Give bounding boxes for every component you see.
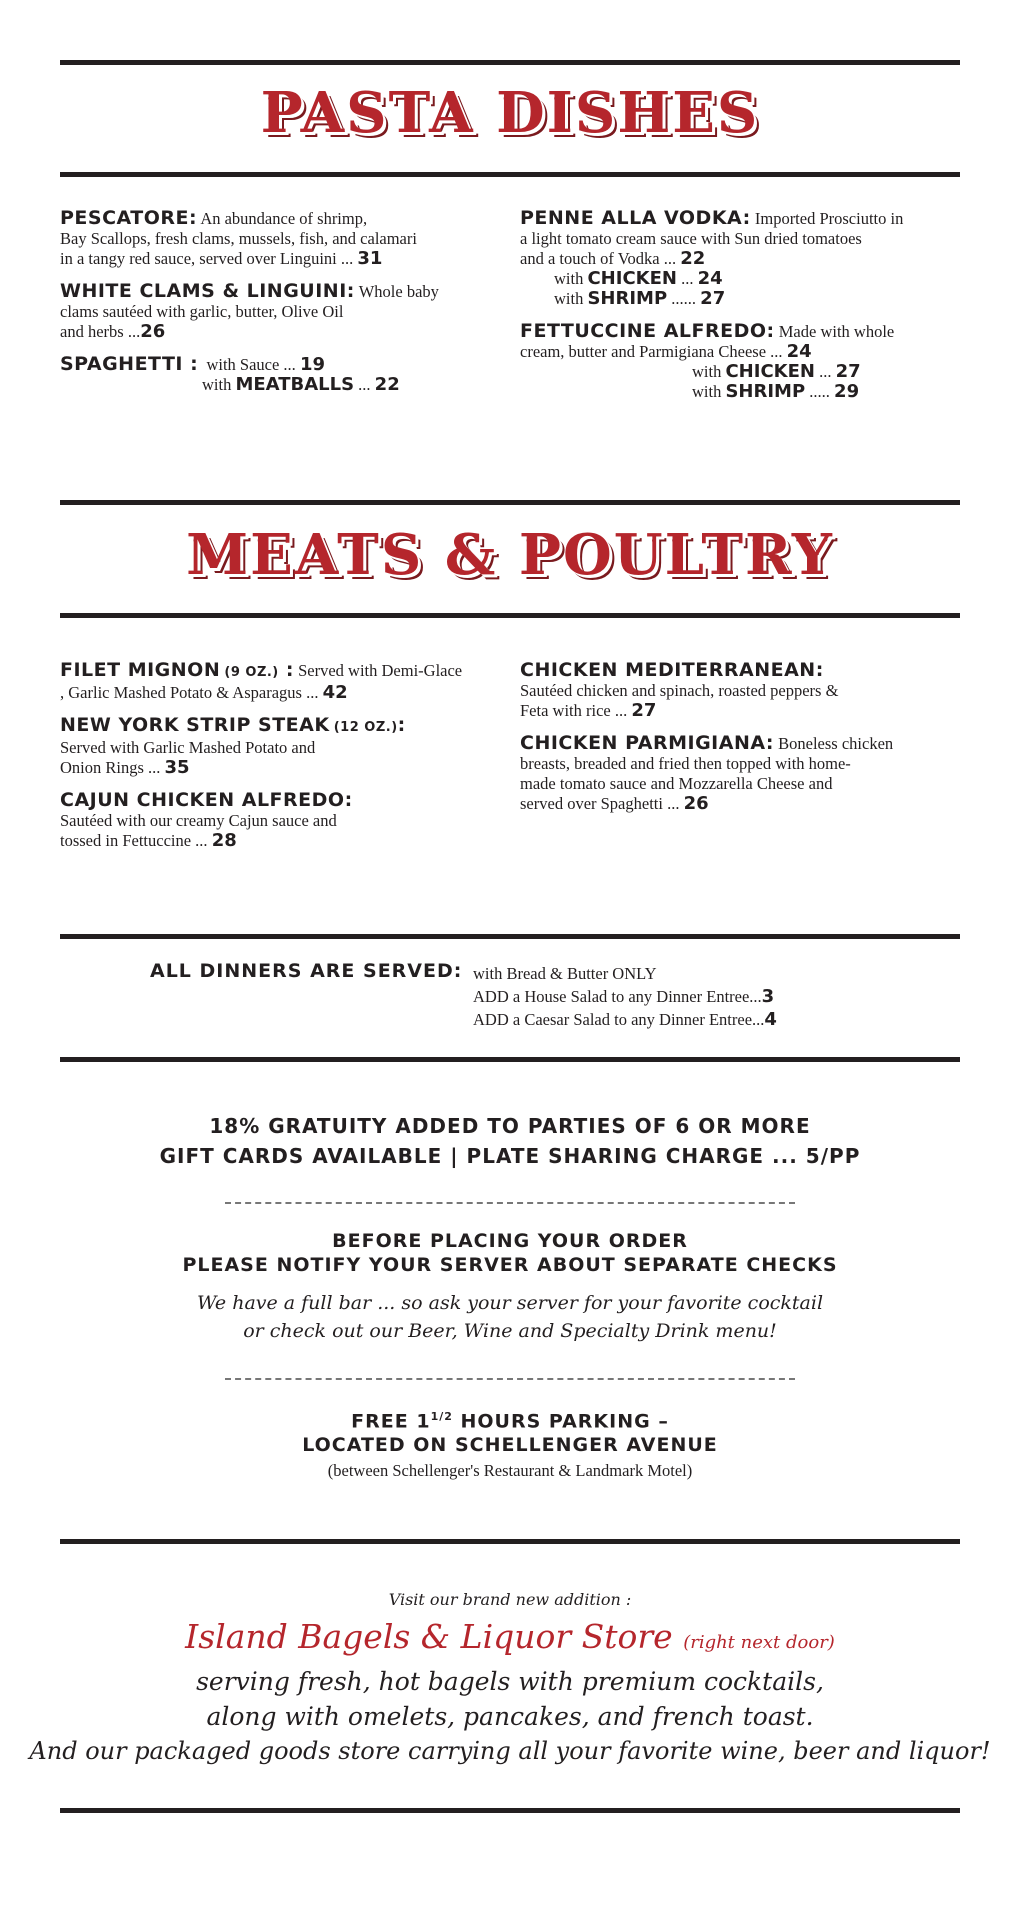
menu-item-pescatore: PESCATORE: An abundance of shrimp, Bay Scallops, fresh clams, mussels, fish, and calamari in a tangy red sauce, served over Linguini ... 31 bbox=[60, 208, 500, 269]
pasta-title: PASTA DISHES bbox=[260, 80, 760, 146]
item-desc: Whole baby bbox=[358, 282, 439, 301]
item-name: FILET MIGNON bbox=[60, 659, 221, 681]
option-name: CHICKEN bbox=[725, 361, 815, 382]
gratuity-notice: 18% GRATUITY ADDED TO PARTIES OF 6 OR MORE bbox=[209, 1114, 811, 1138]
item-option: with SHRIMP ...... 27 bbox=[554, 288, 726, 309]
menu-item-white-clams: WHITE CLAMS & LINGUINI: Whole baby clams sautéed with garlic, butter, Olive Oil and herbs ...26 bbox=[60, 281, 500, 342]
item-desc: tossed in Fettuccine ... bbox=[60, 831, 208, 850]
promo-store-name: Island Bagels & Liquor Store (right next door) bbox=[185, 1617, 835, 1656]
top-rule bbox=[60, 60, 960, 65]
parking-notice: FREE $1^{1/2}$ HOURS PARKING – bbox=[351, 1410, 669, 1433]
item-desc: Made with whole bbox=[778, 322, 895, 341]
item-price: 42 bbox=[322, 682, 348, 703]
meats-left-column bbox=[60, 660, 510, 863]
option-name: SHRIMP bbox=[725, 381, 806, 402]
menu-item-chicken-mediterranean: CHICKEN MEDITERRANEAN: Sautéed chicken and spinach, roasted peppers & Feta with rice ... 27 bbox=[520, 660, 965, 721]
item-name: CHICKEN MEDITERRANEAN bbox=[520, 659, 816, 681]
item-desc: , Garlic Mashed Potato & Asparagus ... bbox=[60, 683, 319, 702]
item-name: WHITE CLAMS & LINGUINI bbox=[60, 280, 347, 302]
divider bbox=[225, 1378, 795, 1380]
item-desc: clams sautéed with garlic, butter, Olive Oil bbox=[60, 302, 344, 321]
item-desc: Onion Rings ... bbox=[60, 758, 161, 777]
option-price: 22 bbox=[374, 374, 400, 395]
item-option: with CHICKEN ... 27 bbox=[692, 361, 861, 382]
meats-title: MEATS & POULTRY bbox=[186, 522, 834, 588]
bar-note: or check out our Beer, Wine and Specialty Drink menu! bbox=[243, 1320, 777, 1342]
option-name: MEATBALLS bbox=[235, 374, 355, 395]
item-desc: served over Spaghetti ... bbox=[520, 794, 680, 813]
item-desc: Bay Scallops, fresh clams, mussels, fish, and calamari bbox=[60, 229, 417, 248]
separate-checks-notice: PLEASE NOTIFY YOUR SERVER ABOUT SEPARATE CHECKS bbox=[182, 1254, 838, 1276]
item-desc: Feta with rice ... bbox=[520, 701, 628, 720]
item-price: 24 bbox=[786, 341, 812, 362]
item-name: PENNE ALLA VODKA bbox=[520, 207, 743, 229]
item-desc: Sautéed chicken and spinach, roasted peppers & bbox=[520, 681, 839, 700]
dinners-line: with Bread & Butter ONLY bbox=[473, 964, 657, 983]
item-option: with CHICKEN ... 24 bbox=[554, 268, 723, 289]
item-price: 19 bbox=[299, 354, 325, 375]
option-name: CHICKEN bbox=[587, 268, 677, 289]
menu-item-fettuccine: FETTUCCINE ALFREDO: Made with whole cream, butter and Parmigiana Cheese ... 24 with CHICKEN ... 27 with SHRIMP ..... 29 bbox=[520, 321, 965, 402]
bar-note: We have a full bar ... so ask your server for your favorite cocktail bbox=[196, 1292, 824, 1314]
menu-item-cajun-chicken: CAJUN CHICKEN ALFREDO: Sautéed with our creamy Cajun sauce and tossed in Fettuccine ... 28 bbox=[60, 790, 510, 851]
item-desc: Sautéed with our creamy Cajun sauce and bbox=[60, 811, 337, 830]
dinners-top-rule bbox=[60, 934, 960, 939]
item-desc: and a touch of Vodka ... bbox=[520, 249, 677, 268]
dinners-price: 4 bbox=[764, 1009, 777, 1030]
gift-card-notice: GIFT CARDS AVAILABLE | PLATE SHARING CHARGE ... 5/PP bbox=[159, 1144, 861, 1168]
item-price: 27 bbox=[631, 700, 657, 721]
item-name: PESCATORE bbox=[60, 207, 189, 229]
dinners-line: ADD a Caesar Salad to any Dinner Entree... bbox=[473, 1010, 765, 1029]
item-desc: and herbs ... bbox=[60, 322, 141, 341]
divider bbox=[225, 1202, 795, 1204]
menu-item-spaghetti: SPAGHETTI : with Sauce ... 19 with MEATBALLS ... 22 bbox=[60, 354, 500, 395]
item-price: 26 bbox=[140, 321, 166, 342]
item-price: 22 bbox=[680, 248, 706, 269]
menu-item-chicken-parmigiana: CHICKEN PARMIGIANA: Boneless chicken breasts, breaded and fried then topped with home- made tomato sauce and Mozzarella Cheese and served over Spaghetti ... 26 bbox=[520, 733, 965, 814]
dinners-price: 3 bbox=[761, 986, 775, 1007]
item-price: 31 bbox=[357, 248, 383, 269]
option-name: SHRIMP bbox=[587, 288, 668, 309]
item-name: CAJUN CHICKEN ALFREDO bbox=[60, 789, 345, 811]
pasta-title-rule bbox=[60, 172, 960, 177]
dinners-details bbox=[473, 962, 777, 1031]
option-price: 27 bbox=[835, 361, 861, 382]
meats-right-column bbox=[520, 660, 965, 826]
pasta-left-column bbox=[60, 208, 500, 407]
item-desc: made tomato sauce and Mozzarella Cheese and bbox=[520, 774, 833, 793]
item-desc: a light tomato cream sauce with Sun dried tomatoes bbox=[520, 229, 862, 248]
item-desc: Served with Demi-Glace bbox=[298, 661, 463, 680]
separate-checks-heading: BEFORE PLACING YOUR ORDER bbox=[332, 1230, 688, 1252]
item-name: FETTUCCINE ALFREDO bbox=[520, 320, 767, 342]
item-option: with MEATBALLS ... 22 bbox=[202, 374, 400, 395]
parking-location: LOCATED ON SCHELLENGER AVENUE bbox=[302, 1434, 718, 1456]
option-price: 24 bbox=[697, 268, 723, 289]
item-name: CHICKEN PARMIGIANA bbox=[520, 732, 766, 754]
promo-line: along with omelets, pancakes, and french toast. bbox=[206, 1702, 814, 1731]
item-price: 35 bbox=[164, 757, 190, 778]
item-desc: breasts, breaded and fried then topped with home- bbox=[520, 754, 851, 773]
option-price: 27 bbox=[700, 288, 726, 309]
item-name: SPAGHETTI bbox=[60, 353, 183, 375]
dinners-label: ALL DINNERS ARE SERVED: bbox=[150, 960, 463, 982]
menu-item-penne: PENNE ALLA VODKA: Imported Prosciutto in a light tomato cream sauce with Sun dried tomatoes and a touch of Vodka ... 22 with CHICKEN ... 24 with SHRIMP ...... 27 bbox=[520, 208, 965, 309]
item-desc: An abundance of shrimp, bbox=[200, 209, 368, 228]
item-desc: Served with Garlic Mashed Potato and bbox=[60, 738, 316, 757]
item-price: 26 bbox=[683, 793, 709, 814]
bottom-rule bbox=[60, 1808, 960, 1813]
item-desc: with Sauce ... bbox=[206, 355, 296, 374]
promo-visit: Visit our brand new addition : bbox=[388, 1590, 632, 1609]
item-option: with SHRIMP ..... 29 bbox=[692, 381, 860, 402]
item-desc: Imported Prosciutto in bbox=[754, 209, 904, 228]
item-size: (12 OZ.) bbox=[333, 720, 398, 735]
item-desc: Boneless chicken bbox=[778, 734, 894, 753]
parking-detail: (between Schellenger's Restaurant & Landmark Motel) bbox=[327, 1461, 693, 1480]
item-name: NEW YORK STRIP STEAK bbox=[60, 714, 330, 736]
promo-next-door: (right next door) bbox=[683, 1632, 835, 1653]
promo-line: And our packaged goods store carrying all your favorite wine, beer and liquor! bbox=[29, 1737, 991, 1765]
item-size: (9 OZ.) bbox=[224, 665, 279, 680]
item-desc: in a tangy red sauce, served over Linguini ... bbox=[60, 249, 354, 268]
item-desc: cream, butter and Parmigiana Cheese ... bbox=[520, 342, 783, 361]
dinners-bottom-rule bbox=[60, 1057, 960, 1062]
promo-top-rule bbox=[60, 1539, 960, 1544]
item-price: 28 bbox=[211, 830, 237, 851]
option-price: 29 bbox=[834, 381, 860, 402]
meats-top-rule bbox=[60, 500, 960, 505]
parking-fraction: 1/2 bbox=[430, 1410, 453, 1423]
dinners-line: ADD a House Salad to any Dinner Entree... bbox=[473, 987, 762, 1006]
menu-item-ny-strip: NEW YORK STRIP STEAK (12 OZ.): Served with Garlic Mashed Potato and Onion Rings ... 35 bbox=[60, 715, 510, 778]
menu-item-filet-mignon: FILET MIGNON (9 OZ.) : Served with Demi-Glace , Garlic Mashed Potato & Asparagus ... 42 bbox=[60, 659, 463, 703]
meats-title-rule bbox=[60, 613, 960, 618]
pasta-right-column bbox=[520, 208, 965, 414]
promo-line: serving fresh, hot bagels with premium cocktails, bbox=[196, 1667, 824, 1696]
